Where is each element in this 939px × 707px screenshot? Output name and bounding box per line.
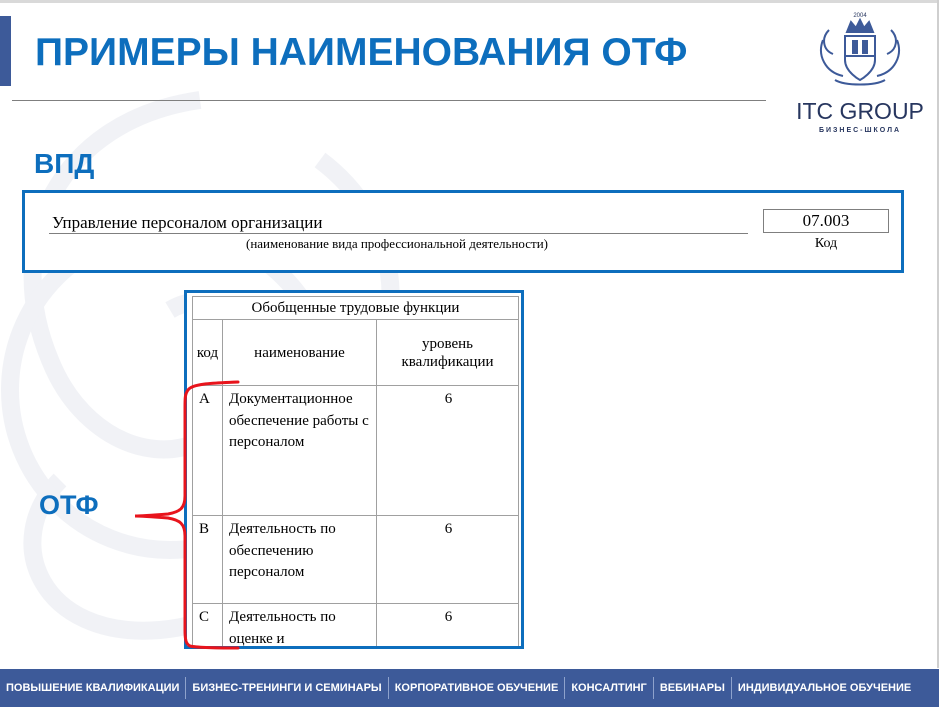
row-level: 6 xyxy=(377,516,519,604)
row-name: Документационное обеспечение работы с персоналом xyxy=(223,386,377,516)
title-divider xyxy=(12,100,766,101)
logo-subtitle: БИЗНЕС-ШКОЛА xyxy=(818,127,902,134)
vpd-name-caption: (наименование вида профессиональной деятельности) xyxy=(245,236,548,251)
footer-link-individual[interactable]: ИНДИВИДУАЛЬНОЕ ОБУЧЕНИЕ xyxy=(737,682,912,694)
header-level: уровень квалификации xyxy=(377,320,519,386)
header-code: код xyxy=(193,320,223,386)
vpd-code: 07.003 xyxy=(763,209,889,233)
row-code: B xyxy=(193,516,223,604)
header-name: наименование xyxy=(223,320,377,386)
row-name: Деятельность по оценке и xyxy=(223,604,377,650)
svg-text:2004: 2004 xyxy=(853,13,867,19)
title-accent-bar xyxy=(0,16,11,86)
company-logo xyxy=(795,10,925,134)
footer-link-corporate[interactable]: КОРПОРАТИВНОЕ ОБУЧЕНИЕ xyxy=(394,682,559,694)
vpd-name: Управление персоналом организации xyxy=(49,213,748,234)
footer-link-qualification[interactable]: ПОВЫШЕНИЕ КВАЛИФИКАЦИИ xyxy=(6,682,180,694)
vpd-example-box xyxy=(22,190,904,273)
vpd-label: ВПД xyxy=(34,148,95,179)
logo-name: ITC GROUP xyxy=(796,98,924,124)
table-title: Обобщенные трудовые функции xyxy=(193,297,519,320)
crest-icon xyxy=(815,10,905,90)
row-code: A xyxy=(193,386,223,516)
row-code: C xyxy=(193,604,223,650)
curly-brace-icon xyxy=(130,378,242,650)
otf-label: ОТФ xyxy=(39,490,99,520)
vpd-code-caption: Код xyxy=(814,236,838,251)
top-border xyxy=(0,0,939,3)
footer-link-webinars[interactable]: ВЕБИНАРЫ xyxy=(659,682,725,694)
row-level: 6 xyxy=(377,386,519,516)
footer-link-trainings[interactable]: БИЗНЕС-ТРЕНИНГИ И СЕМИНАРЫ xyxy=(192,682,382,694)
footer-nav xyxy=(0,669,939,707)
row-level: 6 xyxy=(377,604,519,650)
row-name: Деятельность по обеспечению персоналом xyxy=(223,516,377,604)
footer-link-consulting[interactable]: КОНСАЛТИНГ xyxy=(571,682,647,694)
slide-title: ПРИМЕРЫ НАИМЕНОВАНИЯ ОТФ xyxy=(35,31,688,74)
